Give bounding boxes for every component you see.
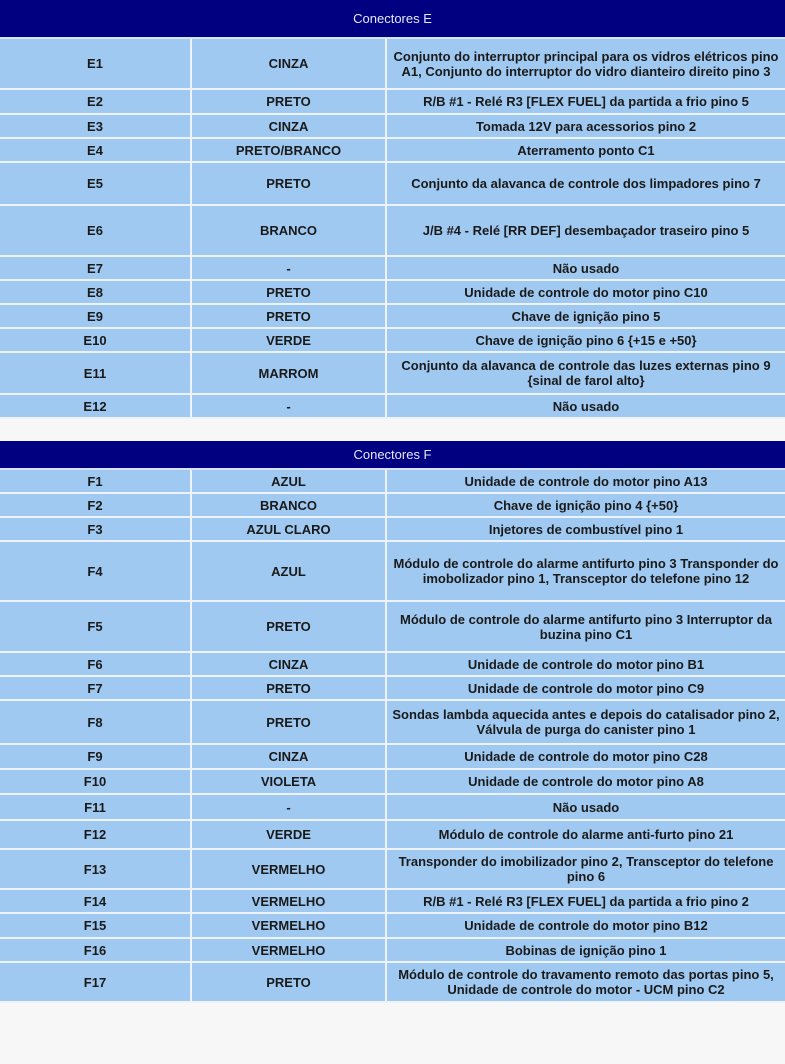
- pin-cell: E7: [0, 257, 192, 281]
- table-row: [0, 542, 785, 602]
- table-row: [0, 701, 785, 745]
- description-cell: Módulo de controle do alarme anti-furto pino 21: [387, 821, 785, 850]
- pin-cell: E8: [0, 281, 192, 305]
- wire-color-cell: PRETO: [192, 677, 387, 701]
- table-row: [0, 470, 785, 494]
- description-cell: Transponder do imobilizador pino 2, Transceptor do telefone pino 6: [387, 850, 785, 890]
- table-row: [0, 305, 785, 329]
- table-row: [0, 329, 785, 353]
- pin-cell: F12: [0, 821, 192, 850]
- description-cell: Unidade de controle do motor pino B12: [387, 914, 785, 939]
- table-row: [0, 890, 785, 914]
- description-cell: Conjunto da alavanca de controle dos limpadores pino 7: [387, 163, 785, 206]
- description-cell: Chave de ignição pino 4 {+50}: [387, 494, 785, 518]
- wire-color-cell: AZUL: [192, 470, 387, 494]
- table-row: [0, 395, 785, 419]
- description-cell: Aterramento ponto C1: [387, 139, 785, 163]
- pin-cell: F1: [0, 470, 192, 494]
- description-cell: Sondas lambda aquecida antes e depois do catalisador pino 2, Válvula de purga do canister pino 1: [387, 701, 785, 745]
- pin-cell: E6: [0, 206, 192, 257]
- pin-cell: F4: [0, 542, 192, 602]
- wire-color-cell: BRANCO: [192, 206, 387, 257]
- wire-color-cell: PRETO: [192, 602, 387, 653]
- pin-cell: F14: [0, 890, 192, 914]
- wire-color-cell: AZUL CLARO: [192, 518, 387, 542]
- wire-color-cell: VERMELHO: [192, 890, 387, 914]
- pin-cell: F7: [0, 677, 192, 701]
- description-cell: Bobinas de ignição pino 1: [387, 939, 785, 963]
- wire-color-cell: PRETO: [192, 90, 387, 115]
- wire-color-cell: VERDE: [192, 329, 387, 353]
- wire-color-cell: BRANCO: [192, 494, 387, 518]
- table-row: [0, 821, 785, 850]
- wire-color-cell: AZUL: [192, 542, 387, 602]
- table-row: [0, 914, 785, 939]
- table-row: [0, 257, 785, 281]
- pin-cell: E4: [0, 139, 192, 163]
- wire-color-cell: PRETO: [192, 281, 387, 305]
- table-row: [0, 281, 785, 305]
- wire-color-cell: -: [192, 257, 387, 281]
- pin-cell: F3: [0, 518, 192, 542]
- pin-cell: E5: [0, 163, 192, 206]
- description-cell: Injetores de combustível pino 1: [387, 518, 785, 542]
- wire-color-cell: PRETO: [192, 963, 387, 1003]
- wire-color-cell: VIOLETA: [192, 770, 387, 795]
- table-row: [0, 602, 785, 653]
- table-title: Conectores F: [0, 441, 785, 470]
- description-cell: Módulo de controle do travamento remoto das portas pino 5, Unidade de controle do motor - UCM pino C2: [387, 963, 785, 1003]
- description-cell: Unidade de controle do motor pino B1: [387, 653, 785, 677]
- table-row: [0, 115, 785, 139]
- pin-cell: F6: [0, 653, 192, 677]
- wire-color-cell: MARROM: [192, 353, 387, 395]
- pin-cell: F10: [0, 770, 192, 795]
- description-cell: Unidade de controle do motor pino A8: [387, 770, 785, 795]
- wire-color-cell: CINZA: [192, 653, 387, 677]
- description-cell: Tomada 12V para acessorios pino 2: [387, 115, 785, 139]
- description-cell: Unidade de controle do motor pino A13: [387, 470, 785, 494]
- description-cell: Módulo de controle do alarme antifurto pino 3 Interruptor da buzina pino C1: [387, 602, 785, 653]
- table-title: Conectores E: [0, 0, 785, 39]
- description-cell: Não usado: [387, 795, 785, 821]
- pin-cell: F16: [0, 939, 192, 963]
- table-row: [0, 39, 785, 90]
- table-row: [0, 163, 785, 206]
- pin-cell: F8: [0, 701, 192, 745]
- description-cell: Unidade de controle do motor pino C28: [387, 745, 785, 770]
- pin-cell: F11: [0, 795, 192, 821]
- table-row: [0, 795, 785, 821]
- description-cell: J/B #4 - Relé [RR DEF] desembaçador traseiro pino 5: [387, 206, 785, 257]
- connectors-f-table: [0, 441, 785, 1003]
- pin-cell: F2: [0, 494, 192, 518]
- description-cell: Unidade de controle do motor pino C10: [387, 281, 785, 305]
- pin-cell: E9: [0, 305, 192, 329]
- pin-cell: E10: [0, 329, 192, 353]
- wire-color-cell: VERMELHO: [192, 850, 387, 890]
- table-row: [0, 653, 785, 677]
- pin-cell: E12: [0, 395, 192, 419]
- pin-cell: F15: [0, 914, 192, 939]
- table-row: [0, 770, 785, 795]
- description-cell: Não usado: [387, 395, 785, 419]
- description-cell: Chave de ignição pino 5: [387, 305, 785, 329]
- wire-color-cell: VERMELHO: [192, 939, 387, 963]
- wire-color-cell: PRETO: [192, 701, 387, 745]
- table-row: [0, 850, 785, 890]
- wire-color-cell: CINZA: [192, 745, 387, 770]
- table-row: [0, 494, 785, 518]
- wire-color-cell: PRETO/BRANCO: [192, 139, 387, 163]
- wire-color-cell: -: [192, 795, 387, 821]
- table-row: [0, 90, 785, 115]
- description-cell: R/B #1 - Relé R3 [FLEX FUEL] da partida a frio pino 5: [387, 90, 785, 115]
- table-row: [0, 206, 785, 257]
- description-cell: Conjunto da alavanca de controle das luzes externas pino 9 {sinal de farol alto}: [387, 353, 785, 395]
- connectors-e-table: [0, 0, 785, 419]
- pin-cell: E11: [0, 353, 192, 395]
- pin-cell: F5: [0, 602, 192, 653]
- table-row: [0, 963, 785, 1003]
- pin-cell: E1: [0, 39, 192, 90]
- table-row: [0, 353, 785, 395]
- description-cell: Conjunto do interruptor principal para os vidros elétricos pino A1, Conjunto do interruptor do vidro dianteiro direito pino 3: [387, 39, 785, 90]
- wire-color-cell: VERDE: [192, 821, 387, 850]
- wire-color-cell: -: [192, 395, 387, 419]
- table-row: [0, 677, 785, 701]
- table-row: [0, 139, 785, 163]
- description-cell: Módulo de controle do alarme antifurto pino 3 Transponder do imobolizador pino 1, Transceptor do telefone pino 12: [387, 542, 785, 602]
- pin-cell: F17: [0, 963, 192, 1003]
- pin-cell: F13: [0, 850, 192, 890]
- wire-color-cell: PRETO: [192, 163, 387, 206]
- table-row: [0, 939, 785, 963]
- table-row: [0, 745, 785, 770]
- description-cell: R/B #1 - Relé R3 [FLEX FUEL] da partida a frio pino 2: [387, 890, 785, 914]
- description-cell: Não usado: [387, 257, 785, 281]
- description-cell: Chave de ignição pino 6 {+15 e +50}: [387, 329, 785, 353]
- pin-cell: E3: [0, 115, 192, 139]
- wire-color-cell: PRETO: [192, 305, 387, 329]
- pin-cell: F9: [0, 745, 192, 770]
- wire-color-cell: VERMELHO: [192, 914, 387, 939]
- table-row: [0, 518, 785, 542]
- connectors-e-body: [0, 39, 785, 419]
- wire-color-cell: CINZA: [192, 115, 387, 139]
- wire-color-cell: CINZA: [192, 39, 387, 90]
- description-cell: Unidade de controle do motor pino C9: [387, 677, 785, 701]
- pin-cell: E2: [0, 90, 192, 115]
- connectors-f-body: [0, 470, 785, 1003]
